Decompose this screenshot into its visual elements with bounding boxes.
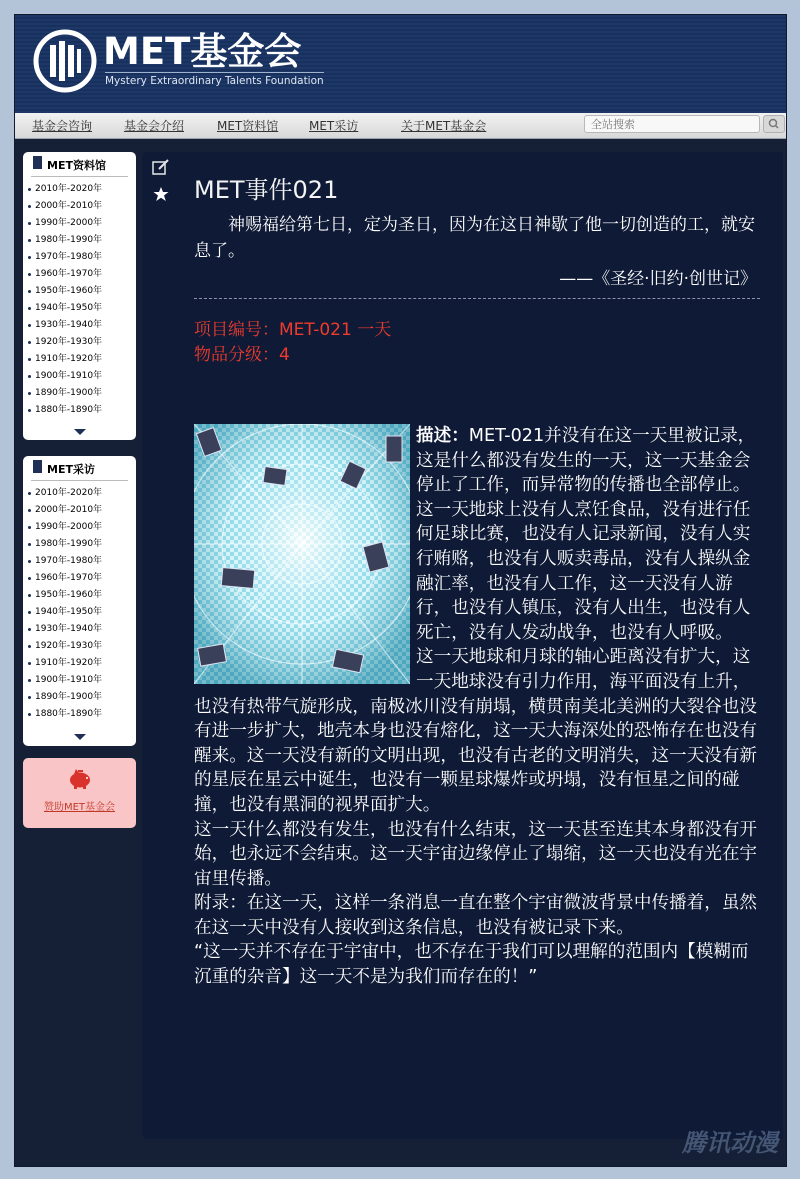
nav-bar: [15, 113, 786, 139]
archive-year-link[interactable]: 1900年-1910年: [23, 368, 136, 385]
archive-scroll-down-icon[interactable]: [74, 429, 86, 435]
body-paragraph: 这一天什么都没有发生，也没有什么结束，这一天甚至连其本身都没有开始，也永远不会结束。这一天宇宙边缘停止了塌缩，这一天也没有光在宇宙里传播。: [194, 819, 758, 889]
site-header: [15, 15, 786, 113]
item-number: 项目编号：MET-021 一天: [194, 320, 392, 340]
archive-year-link[interactable]: 1970年-1980年: [23, 249, 136, 266]
interviews-year-link[interactable]: 1930年-1940年: [23, 621, 136, 638]
archive-year-list: [23, 181, 136, 419]
met-logo-icon: [33, 29, 97, 93]
brand-title: MET基金会: [103, 30, 302, 73]
brand-subtitle: Mystery Extraordinary Talents Foundation: [105, 72, 324, 87]
article-panel: [142, 152, 783, 1139]
article-body: [194, 424, 766, 990]
archive-box-title: MET资料馆: [47, 159, 106, 172]
interviews-year-link[interactable]: 1880年-1890年: [23, 706, 136, 723]
archive-icon: [33, 156, 42, 169]
archive-year-link[interactable]: 1980年-1990年: [23, 232, 136, 249]
archive-year-link[interactable]: 1940年-1950年: [23, 300, 136, 317]
edit-icon[interactable]: [152, 159, 170, 177]
article-title: MET事件021: [194, 176, 339, 204]
interviews-year-link[interactable]: 1920年-1930年: [23, 638, 136, 655]
interviews-year-link[interactable]: 1960年-1970年: [23, 570, 136, 587]
page-frame: [14, 14, 787, 1167]
interviews-year-link[interactable]: 2000年-2010年: [23, 502, 136, 519]
archive-year-link[interactable]: 1990年-2000年: [23, 215, 136, 232]
search-icon: [764, 116, 784, 132]
description-label: 描述：: [416, 426, 469, 446]
archive-box-header: [31, 152, 128, 177]
search-button[interactable]: [763, 115, 785, 133]
archive-year-link[interactable]: 2010年-2020年: [23, 181, 136, 198]
interviews-year-link[interactable]: 1990年-2000年: [23, 519, 136, 536]
nav-interviews[interactable]: MET采访: [309, 119, 359, 133]
archive-year-link[interactable]: 1920年-1930年: [23, 334, 136, 351]
nav-archive[interactable]: MET资料馆: [217, 119, 279, 133]
interviews-box-header: [31, 456, 128, 481]
interviews-scroll-down-icon[interactable]: [74, 734, 86, 740]
star-icon[interactable]: [153, 186, 169, 202]
archive-year-link[interactable]: 1950年-1960年: [23, 283, 136, 300]
archive-year-link[interactable]: 1930年-1940年: [23, 317, 136, 334]
archive-year-link[interactable]: 2000年-2010年: [23, 198, 136, 215]
epigraph-citation: ——《圣经·旧约·创世记》: [559, 269, 757, 289]
divider: [194, 298, 760, 299]
interviews-year-link[interactable]: 1940年-1950年: [23, 604, 136, 621]
interviews-year-link[interactable]: 1950年-1960年: [23, 587, 136, 604]
body-paragraph: 这一天地球上没有人烹饪食品，没有进行任何足球比赛，也没有人记录新闻，没有人实行贿赂，也没有人贩卖毒品，没有人操纵金融汇率，也没有人工作，这一天没有人游行，也没有人镇压，没有人出生，也没有人死亡，没有人发动战争，也没有人呼吸。: [416, 499, 751, 643]
archive-year-link[interactable]: 1960年-1970年: [23, 266, 136, 283]
archive-year-link[interactable]: 1890年-1900年: [23, 385, 136, 402]
search-input[interactable]: [584, 115, 760, 133]
interviews-year-link[interactable]: 1900年-1910年: [23, 672, 136, 689]
nav-about[interactable]: 关于MET基金会: [401, 119, 487, 133]
epigraph: 神赐福给第七日，定为圣日，因为在这日神歇了他一切创造的工，就安息了。: [194, 215, 755, 261]
interviews-box-title: MET采访: [47, 463, 95, 476]
archive-year-link[interactable]: 1880年-1890年: [23, 402, 136, 419]
quote-paragraph: “这一天并不存在于宇宙中，也不存在于我们可以理解的范围内【模糊而沉重的杂音】这一天不是为我们而存在的！”: [194, 942, 749, 988]
interviews-icon: [33, 460, 42, 473]
interviews-year-list: [23, 485, 136, 723]
anomaly-image: [194, 424, 410, 684]
interviews-year-link[interactable]: 1980年-1990年: [23, 536, 136, 553]
body-paragraph: 这一天地球和月球的轴心距离没有扩大，这一天地球没有引力作用，海平面没有上升，也没有热带气旋形成，南极冰川没有崩塌，横贯南美北美洲的大裂谷也没有进一步扩大，地壳本身也没有熔化，这一天大海深处的恐怖存在也没有醒来。这一天没有新的文明出现，也没有古老的文明消失，这一天没有新的星辰在星云中诞生，也没有一颗星球爆炸或坍塌，没有恒星之间的碰撞，也没有黑洞的视界面扩大。: [194, 647, 758, 815]
donate-label: 赞助MET基金会: [43, 802, 116, 813]
interviews-box: [23, 456, 136, 746]
interviews-year-link[interactable]: 1890年-1900年: [23, 689, 136, 706]
nav-intro[interactable]: 基金会介绍: [124, 119, 185, 133]
archive-box: [23, 152, 136, 440]
interviews-year-link[interactable]: 1970年-1980年: [23, 553, 136, 570]
description-text: MET-021并没有在这一天里被记录，这是什么都没有发生的一天，这一天基金会停止了工作，而异常物的传播也全部停止。: [416, 426, 756, 496]
nav-consult[interactable]: 基金会咨询: [32, 119, 93, 133]
donate-button[interactable]: [23, 758, 136, 828]
piggy-bank-icon: [67, 768, 93, 790]
appendix-paragraph: 附录：在这一天，这样一条消息一直在整个宇宙微波背景中传播着，虽然在这一天中没有人接收到这条信息，也没有被记录下来。: [194, 893, 758, 938]
archive-year-link[interactable]: 1910年-1920年: [23, 351, 136, 368]
interviews-year-link[interactable]: 2010年-2020年: [23, 485, 136, 502]
watermark: 腾讯动漫: [682, 1129, 778, 1157]
item-class: 物品分级：4: [194, 345, 290, 365]
interviews-year-link[interactable]: 1910年-1920年: [23, 655, 136, 672]
